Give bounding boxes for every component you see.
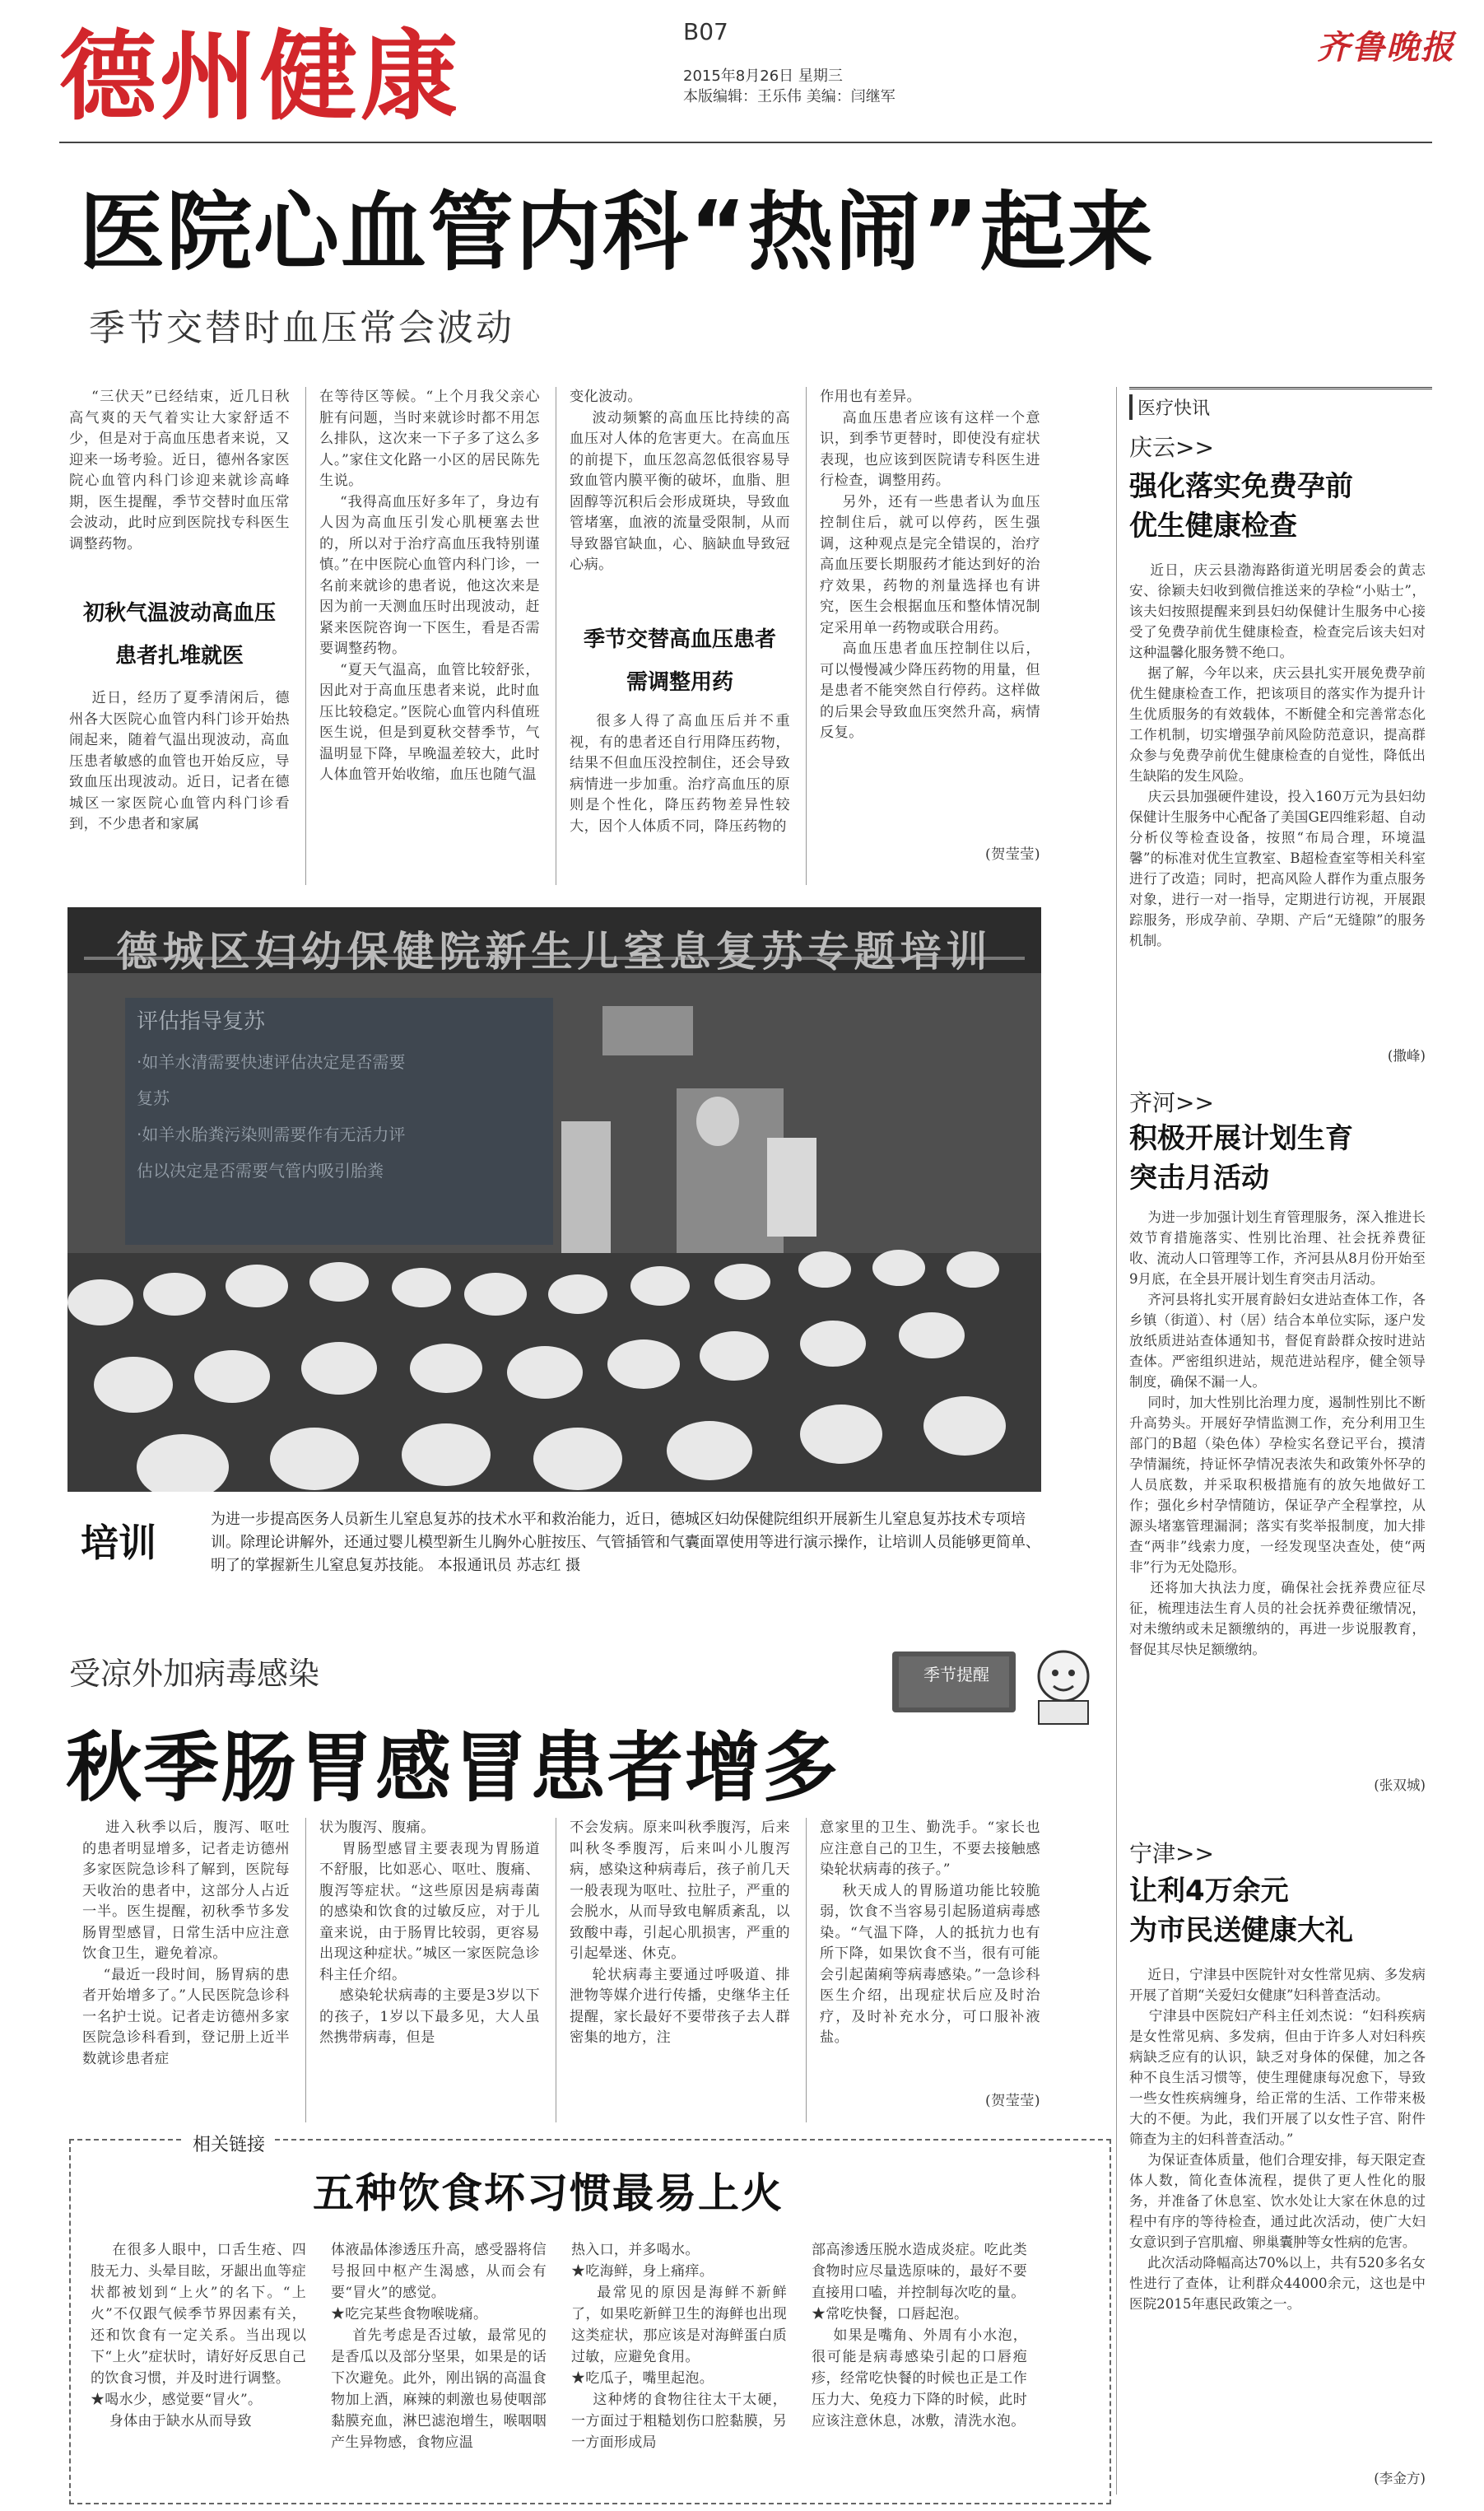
photo-slide-title: 评估指导复苏 [137,1009,266,1034]
lead-col3-heading1: 季节交替高血压患者 [583,627,776,652]
related-col1: 在很多人眼中，口舌生疮、四肢无力、头晕目眩，牙龈出血等症状都被划到“上火”的名下。“上火”不仅跟气候季节界因素有关，还和饮食有一定关系。当出现以下“上火”症状时，请好好反思自己的饮食习惯，并及时进行调整。 ★喝水少，感觉要“冒火”。 身体由于缺水从而导致 [91,2242,306,2429]
second-headline: 秋季肠胃感冒患者增多 [66,1724,840,1812]
sidebar-byline-qihe: (张双城) [1374,1777,1426,1793]
photo-caption-title: 培训 [81,1521,156,1565]
second-col2: 状为腹泻、腹痛。 胃肠型感冒主要表现为胃肠道不舒服，比如恶心、呕吐、腹痛、腹泻等症状。“这些原因是病毒菌的感染和饮食的过敏反应，对于儿童来说，由于肠胃比较弱，更容易出现这种症状。”城区一家医院急诊科主任介绍。 感染轮状病毒的主要是3岁以下的孩子，1岁以下最多见，大人虽然携带病毒，但是 [319,1819,540,2046]
lead-subhead: 季节交替时血压常会波动 [89,307,514,349]
sidebar-body-qihe: 为进一步加强计划生育管理服务，深入推进长效节育措施落实、性别比治理、社会抚养费征收、流动人口管理等工作，齐河县从8月份开始至9月底，在全县开展计划生育突击月活动。 齐河县将扎实开展育龄妇女进站查体工作，各乡镇（街道）、村（居）结合本单位实际，逐户发放纸质进站查体通知书，督促育龄群众按时进站查体。严密组织进站，规范进站程序，健全领导制度，确保不漏一人。 同时，加大性别比治理力度，遏制性别比不断升高势头。开展好孕情监测工作，充分利用卫生部门的B超（染色体）孕检实名登记平台，摸清孕情漏统，持证怀孕情况表浓失和政策外怀孕的人员底数，并采取积极措施有的放矢地做好工作；强化乡村孕情随访，保证孕产全程掌控，从源头堵塞管理漏洞；落实有奖举报制度，加大排查“两非”线索力度，一经发现坚决查处，使“两非”行为无处隐形。 还将加大执法力度，确保社会抚养费应征尽征，梳理违法生育人员的社会抚养费征缴情况，对未缴纳或未足额缴纳的，再进一步说服教育，督促其尽快足额缴纳。 [1129,1209,1426,1657]
slide-line: 估以决定是否需要气管内吸引胎粪 [137,1161,384,1181]
lead-headline: 医院心血管内科“热闹”起来 [79,182,1155,282]
lead-col1-heading1: 初秋气温波动高血压 [82,601,276,626]
lead-col1-heading2: 患者扎堆就医 [114,644,244,669]
lead-col1-top: “三伏天”已经结束，近几日秋高气爽的天气着实让大家舒适不少，但是对于高血压患者来说，又迎来一场考验。近日，德州各家医院心血管内科门诊迎来就诊高峰期，医生提醒，季节交替时血压常会波动，此时应到医院找专科医生调整药物。 [69,389,290,552]
col-divider [806,387,807,885]
related-col3: 热入口，并多喝水。 ★吃海鲜，身上痛痒。 最常见的原因是海鲜不新鲜了，如果吃新鲜卫生的海鲜也出现这类症状，那应该是对海鲜蛋白质过敏，应避免食用。 ★吃瓜子，嘴里起泡。 这种烤的食物往往太干太硬，一方面过于粗糙划伤口腔黏膜，另一方面形成局 [571,2242,787,2451]
sidebar-title-qihe-2: 突击月活动 [1129,1162,1269,1195]
photo-banner-text: 德城区妇幼保健院新生儿窒息复苏专题培训 [116,928,993,976]
col-divider [806,1818,807,2122]
second-col4: 意家里的卫生、勤洗手。“家长也应注意自己的卫生，不要去接触感染轮状病毒的孩子。” 秋天成人的胃肠道功能比较脆弱，饮食不当容易引起肠道病毒感染。“气温下降，人的抵抗力也有所下降，如果饮食不当，很有可能会引起菌痢等病毒感染。”一急诊科医生介绍，出现症状后应及时治疗，及时补充水分，可口服补液盐。 [820,1819,1040,2046]
lead-col1-bottom: 近日，经历了夏季清闲后，德州各大医院心血管内科门诊开始热闹起来，随着气温出现波动，高血压患者敏感的血管也开始反应，导致血压出现波动。近日，记者在德城区一家医院心血管内科门诊看到，不少患者和家属 [69,690,290,832]
lead-col4: 作用也有差异。 高血压患者应该有这样一个意识，到季节更替时，即使没有症状表现，也应该到医院请专科医生进行检查，调整用药。 另外，还有一些患者认为血压控制住后，就可以停药，医生强调，这种观点是完全错误的，治疗高血压要长期服药才能达到好的治疗效果，药物的剂量选择也有讲究，医生会根据血压和整体情况制定采用单一药物或联合用药。 高血压患者血压控制住以后，可以慢慢减少降压药物的用量，但是患者不能突然自行停药。这样做的后果会导致血压突然升高，病情反复。 [820,389,1040,741]
second-col3: 不会发病。原来叫秋季腹泻，后来叫秋冬季腹泻，后来叫小儿腹泻病，感染这种病毒后，孩子前几天一般表现为呕吐、拉肚子，严重的会脱水，从而导致电解质紊乱，以致酸中毒，引起心肌损害，严重的引起晕迷、休克。 轮状病毒主要通过呼吸道、排泄物等媒介进行传播，史继华主任提醒，家长最好不要带孩子去人群密集的地方，注 [570,1819,790,2046]
season-reminder-cartoon [891,1647,1105,1726]
sidebar-city-ningjin: 宁津>> [1129,1840,1214,1867]
sidebar-tag-label: 医疗快讯 [1129,394,1210,420]
page-number: B07 [683,18,728,45]
second-byline: (贺莹莹) [985,2093,1040,2109]
related-tag: 相关链接 [184,2131,273,2156]
slide-line: 复苏 [137,1088,170,1108]
cartoon-label: 季节提醒 [923,1665,989,1684]
lead-col3-bottom: 很多人得了高血压后并不重视，有的患者还自行用降压药物，结果不但血压没控制住，还会导致病情进一步加重。治疗高血压的原则是个性化，降压药物差异性较大，因个人体质不同，降压药物的 [570,713,790,835]
photo-slide-lines [137,1044,548,1189]
lead-byline: (贺莹莹) [985,846,1040,863]
sidebar-title-ningjin-2: 为市民送健康大礼 [1129,1914,1353,1947]
second-col1: 进入秋季以后，腹泻、呕吐的患者明显增多，记者走访德州多家医院急诊科了解到，医院每天收治的患者中，这部分人占近一半。医生提醒，初秋季节多发肠胃型感冒，日常生活中应注意饮食卫生，避免着凉。 “最近一段时间，肠胃病的患者开始增多了。”人民医院急诊科一名护士说。记者走访德州多家医院急诊科看到，登记册上近半数就诊患者症 [82,1819,290,2067]
sidebar-title-qingyun-2: 优生健康检查 [1129,510,1297,543]
sidebar-byline-qingyun: (撒峰) [1387,1048,1426,1064]
sidebar-city-qihe: 齐河>> [1129,1089,1214,1116]
training-photo-illustration [67,907,1041,1492]
sidebar-title-ningjin-1: 让利4万余元 [1129,1875,1289,1908]
second-kicker: 受凉外加病毒感染 [69,1656,320,1692]
masthead-title: 德州健康 [59,20,462,133]
editors-line: 本版编辑：王乐伟 美编：闫继军 [683,88,896,105]
related-col4: 部高渗透压脱水造成炎症。吃此类食物时应尽量选原味的，最好不要直接用口嗑，并控制每次吃的量。 ★常吃快餐，口唇起泡。 如果是嘴角、外周有小水泡，很可能是病毒感染引起的口唇疱疹，经常吃快餐的时候也正是工作压力大、免疫力下降的时候，此时应该注意休息，冰敷，清洗水泡。 [812,2242,1027,2429]
newspaper-logo: 齐鲁晚报 [1317,28,1455,67]
sidebar-title-qingyun-1: 强化落实免费孕前 [1129,470,1353,503]
cartoon-doctor-icon [891,1647,1105,1726]
col-divider [305,1818,306,2122]
masthead-rule [59,142,1432,143]
training-photo [67,907,1041,1492]
sidebar-byline-ningjin: (李金方) [1374,2471,1426,2486]
sidebar-divider [1116,387,1117,2495]
sidebar-city-qingyun: 庆云>> [1129,434,1214,461]
sidebar-body-ningjin: 近日，宁津县中医院针对女性常见病、多发病开展了首期“关爱妇女健康”妇科普查活动。 宁津县中医院妇产科主任刘杰说：“妇科疾病是女性常见病、多发病，但由于许多人对妇科疾病缺乏应有的认识，缺乏对身体的保健，加之各种不良生活习惯等，使生理健康每况愈下，导致一些女性疾病缠身，给正常的生活、工作带来极大的不便。为此，我们开展了以女性子宫、附件筛查为主的妇科普查活动。” 为保证查体质量，他们合理安排，每天限定查体人数，简化查体流程，提供了更人性化的服务，并准备了休息室、饮水处让大家在休息的过程中有序的等待检查，通过此次活动，使广大妇女意识到子宫肌瘤、卵巢囊肿等女性病的危害。 此次活动降幅高达70%以上，共有520多名女性进行了查体，让利群众44000余元，这也是中医院2015年惠民政策之一。 [1129,1967,1426,2312]
lead-col3-top: 变化波动。 波动频繁的高血压比持续的高血压对人体的危害更大。在高血压的前提下，血压忽高忽低很容易导致血管内膜平衡的破坏，血脂、胆固醇等沉积后会形成斑块，导致血管堵塞，血液的流量受限制，从而导致器官缺血，心、脑缺血导致冠心病。 [570,389,790,573]
photo-caption: 为进一步提高医务人员新生儿窒息复苏的技术水平和救治能力，近日，德城区妇幼保健院组织开展新生儿窒息复苏技术专项培训。除理论讲解外，还通过婴儿模型新生儿胸外心脏按压、气管插管和气囊面罩使用等进行演示操作，让培训人员能够更简单、明了的掌握新生儿窒息复苏技能。 本报通讯员 苏志红 摄 [211,1511,1040,1574]
sidebar-tag [1129,387,1432,419]
sidebar-body-qingyun: 近日，庆云县渤海路街道光明居委会的黄志安、徐颖夫妇收到微信推送来的孕检“小贴士”，该夫妇按照提醒来到县妇幼保健计生服务中心接受了免费孕前优生健康检查，检查完后该夫妇对这种温馨化服务赞不绝口。 据了解，今年以来，庆云县扎实开展免费孕前优生健康检查工作，把该项目的落实作为提升计生优质服务的有效载体，不断健全和完善常态化工作机制，切实增强孕前风险防范意识，提高群众参与免费孕前优生健康检查的自觉性，降低出生缺陷的发生风险。 庆云县加强硬件建设，投入160万元为县妇幼保健计生服务中心配备了美国GE四维彩超、自动分析仪等检查设备，按照“布局合理，环境温馨”的标准对优生宣教室、B超检查室等相关科室进行了改造；同时，把高风险人群作为重点服务对象，进行一对一指导，定期进行访视，开展跟踪服务，形成孕前、孕期、产后“无缝隙”的服务机制。 [1129,562,1426,948]
slide-line: ·如羊水胎粪污染则需要作有无活力评 [137,1125,406,1144]
lead-col3-heading2: 需调整用药 [626,670,733,695]
col-divider [305,387,306,885]
issue-date: 2015年8月26日 星期三 [683,68,843,85]
lead-col2: 在等待区等候。“上个月我父亲心脏有问题，当时来就诊时都不用怎么排队，这次来一下子多了这么多人。”家住文化路一小区的居民陈先生说。 “我得高血压好多年了，身边有人因为高血压引发心肌梗塞去世的，所以对于治疗高血压我特别谨慎。”在中医院心血管内科门诊，一名前来就诊的患者说，他这次来是因为前一天测血压时出现波动，赶紧来医院咨询一下医生，看是否需要调整药物。 “夏天气温高，血管比较舒张，因此对于高血压患者来说，此时血压比较稳定。”医院心血管内科值班医生说，但是到夏秋交替季节，气温明显下降，早晚温差较大，此时人体血管开始收缩，血压也随气温 [319,389,540,783]
slide-line: ·如羊水清需要快速评估决定是否需要 [137,1052,406,1072]
related-headline: 五种饮食坏习惯最易上火 [313,2169,784,2217]
sidebar-title-qihe-1: 积极开展计划生育 [1129,1122,1353,1155]
related-col2: 体液晶体渗透压升高，感受器将信号报回中枢产生渴感，从而会有要“冒火”的感觉。 ★吃完某些食物喉咙痛。 首先考虑是否过敏，最常见的是香瓜以及部分坚果，如果是的话下次避免。此外，刚出锅的高温食物加上酒，麻辣的刺激也易使咽部黏膜充血，淋巴滤泡增生，喉咽咽产生异物感，食物应温 [331,2242,547,2451]
